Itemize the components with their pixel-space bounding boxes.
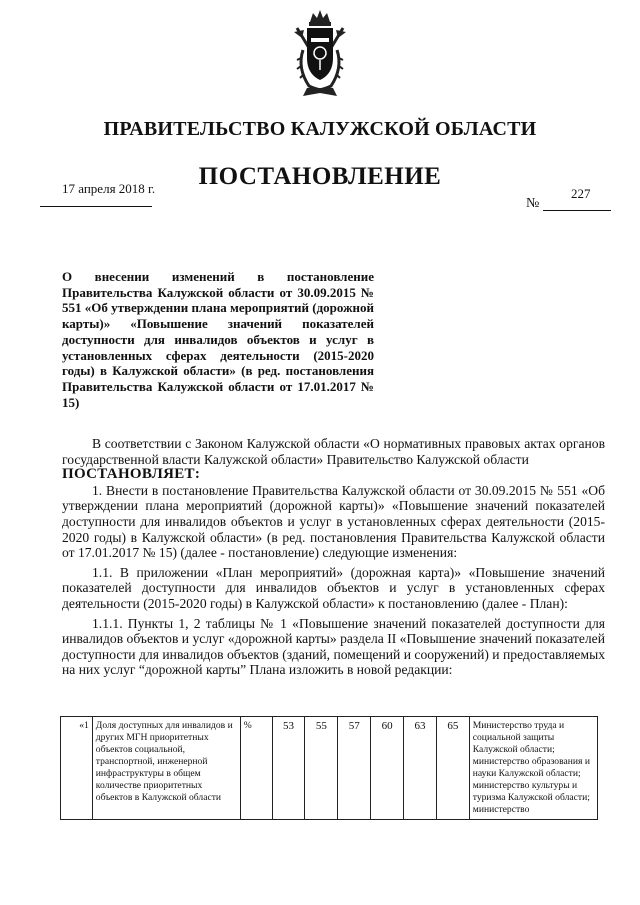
document-subject: О внесении изменений в постановление Правительства Калужской области от 30.09.2015 № 551 «Об утверждении плана мероприятий (дорожной карты)» «Повышение значений показателей доступности для инвалидов объектов и услуг в установленных сферах деятельности (2015-2020 годы) в Калужской области» (в ред. постановления Правительства Калужской области от 17.01.2017 № 15) [62, 269, 374, 410]
number-underline [543, 210, 611, 211]
coat-of-arms-emblem [291, 8, 349, 100]
value-cell: 53 [272, 717, 305, 820]
value-cell: 65 [436, 717, 469, 820]
row-number: «1 [61, 717, 93, 820]
paragraph-1-1: 1.1. В приложении «План мероприятий» (дорожная карта)» «Повышение значений показателей доступности для инвалидов объектов и услуг в установленных сферах деятельности (2015-2020 годы) в Калужской области» к постановлению (далее - План): [62, 564, 605, 611]
value-cell: 60 [371, 717, 404, 820]
document-date: 17 апреля 2018 г. [62, 181, 156, 196]
value-cell: 55 [305, 717, 338, 820]
date-underline [40, 206, 152, 207]
paragraph-1-1-1: 1.1.1. Пункты 1, 2 таблицы № 1 «Повышение значений показателей доступности для инвалидов объектов и услуг «дорожной карты» раздела II «Повышение значений показателей доступности для инвалидов объектов (зданий, помещений и сооружений) и предоставляемых на них услуг “дорожной карты” Плана изложить в новой редакции: [62, 615, 605, 678]
document-type-title: ПОСТАНОВЛЕНИЕ [198, 163, 442, 190]
decree-heading: ПОСТАНОВЛЯЕТ: [62, 466, 201, 483]
intro-paragraph: В соответствии с Законом Калужской области «О нормативных правовых актах органов государственной власти Калужской области» Правительство Калужской области [62, 436, 605, 467]
table-row [61, 717, 598, 820]
number-label: № [526, 196, 540, 211]
document-body [62, 436, 605, 678]
executor-cell: Министерство труда и социальной защиты Калужской области; министерство образования и науки Калужской области; министерство культуры и туризма Калужской области; министерство [469, 717, 597, 820]
plan-table [60, 716, 598, 820]
value-cell: 57 [338, 717, 371, 820]
paragraph-1: 1. Внести в постановление Правительства Калужской области от 30.09.2015 № 551 «Об утверждении плана мероприятий (дорожной карты)» «Повышение значений показателей доступности для инвалидов объектов и услуг в установленных сферах деятельности (2015-2020 годы) в Калужской области» (в ред. постановления Правительства Калужской области от 17.01.2017 № 15) (далее - постановление) следующие изменения: [62, 482, 605, 561]
unit-cell: % [240, 717, 272, 820]
value-cell: 63 [404, 717, 437, 820]
government-title: ПРАВИТЕЛЬСТВО КАЛУЖСКОЙ ОБЛАСТИ [103, 118, 537, 140]
indicator-name: Доля доступных для инвалидов и других МГН приоритетных объектов социальной, транспортной, инженерной инфраструктуры в общем количестве приоритетных объектов в Калужской области [92, 717, 240, 820]
document-number: 227 [571, 186, 591, 201]
